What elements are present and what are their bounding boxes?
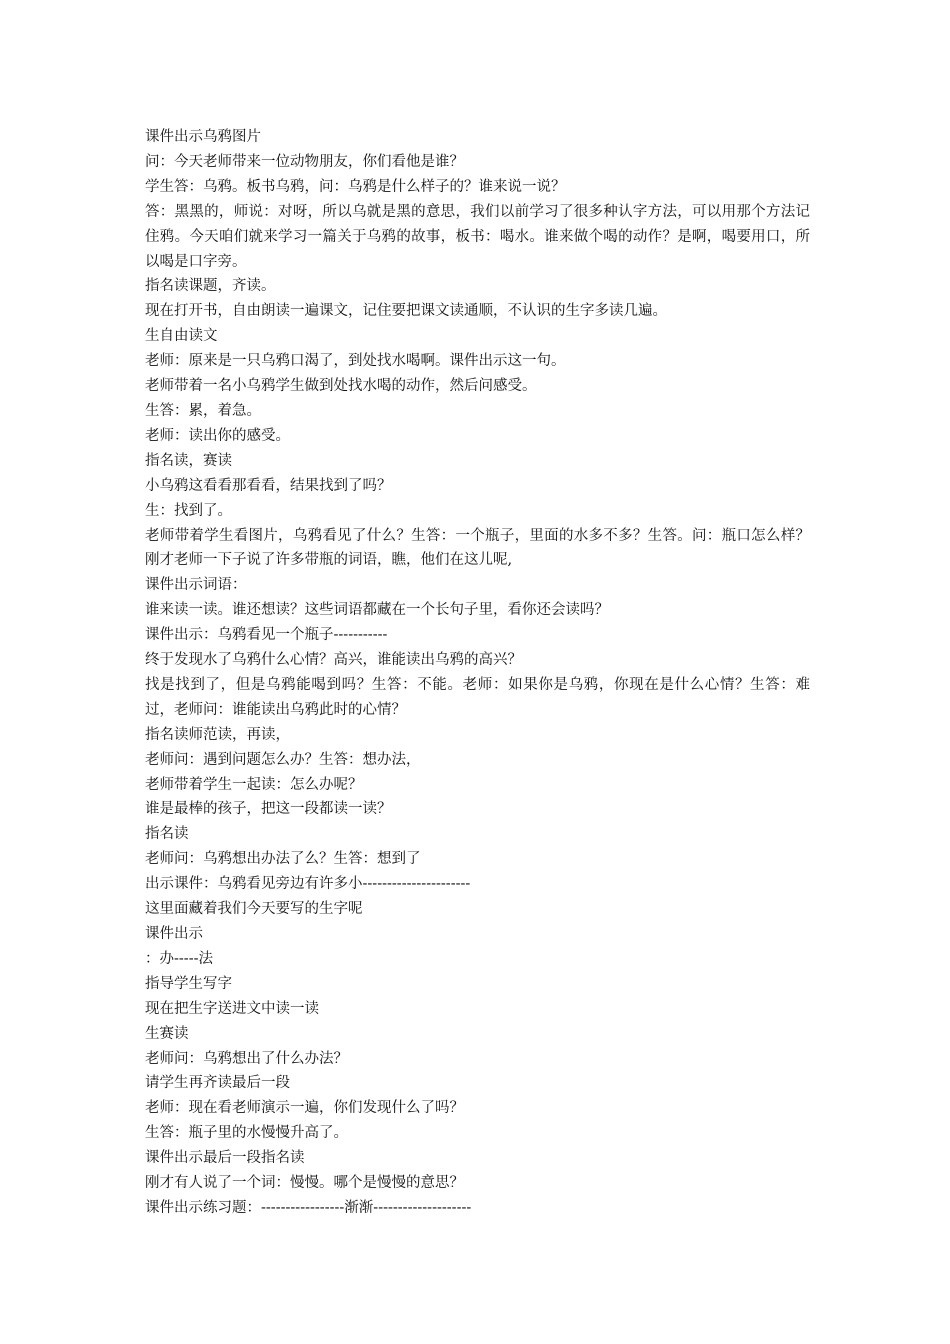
text-line: 指名读师范读，再读， [145,726,290,743]
text-line: 老师：现在看老师演示一遍，你们发现什么了吗？ [145,1100,464,1117]
text-paragraph: 老师带着学生看图片，乌鸦看见了什么？生答：一个瓶子，里面的水多不多？生答。问：瓶口怎么样？刚才老师一下子说了许多带瓶的词语，瞧，他们在这儿呢, [145,527,810,569]
text-line: 谁是最棒的孩子，把这一段都读一读？ [145,801,392,818]
text-line: 生自由读文 [145,328,218,345]
text-line: 刚才有人说了一个词：慢慢。哪个是慢慢的意思？ [145,1175,464,1192]
text-line: ：办-----法 [145,950,213,967]
text-line: 这里面藏着我们今天要写的生字呢 [145,901,363,918]
text-line: 生赛读 [145,1025,189,1042]
text-line: 问：今天老师带来一位动物朋友，你们看他是谁？ [145,153,464,170]
text-line: 小乌鸦这看看那看看，结果找到了吗？ [145,477,392,494]
text-line: 指名读 [145,826,189,843]
text-line: 课件出示乌鸦图片 [145,129,261,145]
text-line: 老师带着学生一起读：怎么办呢？ [145,776,363,793]
text-line: 谁来读一读。谁还想读？这些词语都藏在一个长句子里，看你还会读吗？ [145,602,609,619]
text-line: 指导学生写字 [145,975,232,992]
text-line: 指名读课题，齐读。 [145,278,276,295]
text-line: 生：找到了。 [145,502,232,519]
text-line: 课件出示最后一段指名读 [145,1150,305,1167]
text-line: 现在把生字送进文中读一读 [145,1000,319,1017]
text-paragraph: 答：黑黑的，师说：对呀，所以乌就是黑的意思，我们以前学习了很多种认字方法，可以用那个方法记住鸦。今天咱们就来学习一篇关于乌鸦的故事，板书：喝水。谁来做个喝的动作？是啊，喝要用口，所以喝是口字旁。 [145,203,810,270]
text-line: 老师：读出你的感受。 [145,427,290,444]
text-line: 课件出示词语： [145,577,247,594]
text-line: 老师问：乌鸦想出办法了么？生答：想到了 [145,851,421,868]
text-line: 课件出示 [145,926,203,942]
text-line: 学生答：乌鸦。板书乌鸦，问：乌鸦是什么样子的？谁来说一说？ [145,178,566,195]
text-line: 现在打开书，自由朗读一遍课文，记住要把课文读通顺，不认识的生字多读几遍。 [145,303,667,320]
text-line: 出示课件：乌鸦看见旁边有许多小---------------------- [145,876,471,893]
text-line: 终于发现水了乌鸦什么心情？高兴，谁能读出乌鸦的高兴？ [145,652,522,669]
text-line: 指名读，赛读 [145,452,232,469]
text-line: 请学生再齐读最后一段 [145,1075,290,1092]
text-line: 生答：累，着急。 [145,402,261,419]
document-body [145,125,810,1221]
text-paragraph: 找是找到了，但是乌鸦能喝到吗？生答：不能。老师：如果你是乌鸦，你现在是什么心情？生答：难过，老师问：谁能读出乌鸦此时的心情？ [145,676,810,718]
text-line: 老师带着一名小乌鸦学生做到处找水喝的动作，然后问感受。 [145,378,537,395]
text-line: 课件出示：乌鸦看见一个瓶子----------- [145,627,388,644]
text-line: 老师问：遇到问题怎么办？生答：想办法， [145,751,421,768]
text-line: 老师：原来是一只乌鸦口渴了，到处找水喝啊。课件出示这一句。 [145,353,566,370]
text-line: 老师问：乌鸦想出了什么办法？ [145,1050,348,1067]
text-line: 课件出示练习题：-----------------渐渐-------------------- [145,1199,472,1216]
text-line: 生答：瓶子里的水慢慢升高了。 [145,1125,348,1142]
